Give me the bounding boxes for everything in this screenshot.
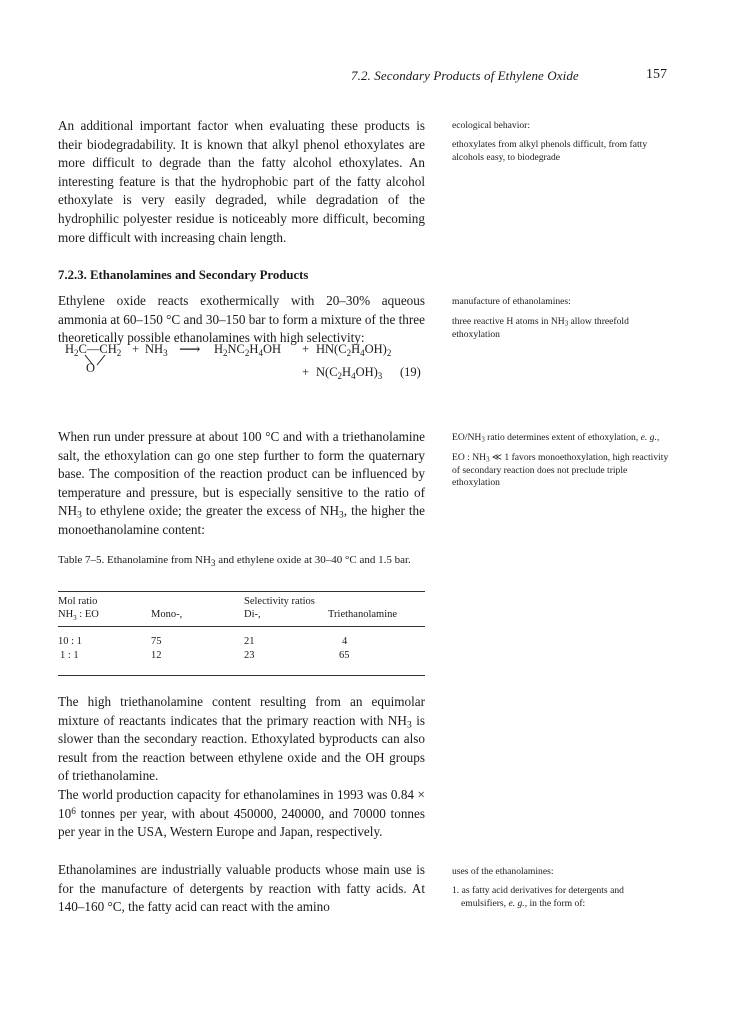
margin-note-list-item: 1. as fatty acid derivatives for detergents and emulsifiers, e. g., in the form of: [452, 885, 624, 909]
table-cell-mono: 12 [151, 650, 162, 661]
margin-note-title: uses of the ethanolamines: [452, 866, 554, 877]
margin-note-text: ethoxylates from alkyl phenols difficult, from fatty alcohols easy, to biodegrade [452, 139, 648, 163]
column-header-mol-ratio: Mol ratio [58, 596, 98, 607]
paragraph-ethanolamine-reaction: Ethylene oxide reacts exothermically with 20–30% aqueous ammonia at 60–150 °C and 30–150 bar to form a mixture of the three theoretically possible ethanolamines with high selectivity: [58, 293, 425, 346]
paragraph-pressure-conditions: When run under pressure at about 100 °C and with a triethanolamine salt, the ethoxylation can go one step further to form the quaternary base. The composition of the reaction product can be influenced by temperature and pressure, but is especially sensitive to the ratio of $NH_3$ to ethylene oxide; the greater the excess of $NH_3$, the higher the monoethanolamine content: [58, 429, 425, 537]
table-cell-ratio: 10 : 1 [58, 636, 82, 647]
column-header-di: Di-, [244, 609, 261, 620]
ethanolamine-table [58, 594, 425, 684]
table-cell-tri: 65 [339, 650, 350, 661]
margin-note-title: manufacture of ethanolamines: [452, 296, 571, 307]
reaction-arrow: ⟶ [179, 342, 201, 358]
margin-note-eo-ratio [452, 432, 670, 490]
triethanolamine-formula: $N(C_2H_4OH)_3$ [316, 365, 383, 381]
plus-sign: + [302, 365, 310, 379]
page-number: 157 [646, 67, 667, 82]
table-cell-di: 23 [244, 650, 255, 661]
monoethanolamine-formula: $H_2NC_2H_4OH$ [214, 342, 281, 358]
epoxide-oxygen: O [86, 361, 96, 375]
column-header-nh3-eo: $NH_3$ : EO [58, 609, 99, 623]
margin-note-title: ecological behavior: [452, 120, 531, 131]
table-top-rule [58, 591, 425, 592]
paragraph-uses: Ethanolamines are industrially valuable products whose main use is for the manufacture of detergents by reaction with fatty acids. At 140–160 °C, the fatty acid can react with the amino [58, 862, 425, 915]
table-bottom-rule [58, 675, 425, 676]
ethylene-oxide-formula: $H_2C—CH_2$ [65, 342, 122, 358]
margin-note-manufacture [452, 296, 670, 341]
plus-sign: + [132, 342, 140, 356]
section-heading: 7.2.3. Ethanolamines and Secondary Products [58, 268, 309, 282]
table-cell-di: 21 [244, 636, 255, 647]
table-cell-mono: 75 [151, 636, 162, 647]
column-header-tri: Triethanolamine [328, 609, 398, 620]
table-cell-ratio: 1 : 1 [60, 650, 79, 661]
diethanolamine-formula: $HN(C_2H_4OH)_2$ [316, 342, 392, 358]
ammonia-formula: $NH_3$ [145, 342, 168, 358]
paragraph-triethanolamine-content: The high triethanolamine content resulting from an equimolar mixture of reactants indicates that the primary reaction with $NH_3$ is slower than the secondary reaction. Ethoxylated byproducts can also result from the reaction between ethylene oxide and the OH groups of triethanolamine. [58, 694, 425, 784]
running-header: 7.2. Secondary Products of Ethylene Oxide [351, 68, 579, 83]
margin-note-text: three reactive H atoms in $NH_3$ allow threefold ethoxylation [452, 316, 629, 340]
margin-note-uses [452, 866, 670, 910]
equation-19 [65, 342, 435, 402]
table-cell-tri: 4 [342, 636, 348, 647]
margin-note-text: $EO/NH_3$ ratio determines extent of ethoxylation, e. g., [452, 432, 660, 444]
margin-note-ecological [452, 120, 670, 164]
column-header-mono: Mono-, [151, 609, 183, 620]
paragraph-biodegradability: An additional important factor when evaluating these products is their biodegradability. It is known that alkyl phenol ethoxylates are more difficult to degrade than the fatty alcohol ethoxylates. An interesting feature is that the hydrophobic part of the fatty alcohol ethoxylate is very easily degraded, while degradation of the hydrophilic polyester residue is noticeably more difficult, becoming more difficult with increasing chain length. [58, 118, 425, 245]
column-group-header: Selectivity ratios [244, 596, 315, 607]
table-header-rule [58, 626, 425, 627]
plus-sign: + [302, 342, 310, 356]
table-caption: Table 7–5. Ethanolamine from $NH_3$ and ethylene oxide at 30–40 °C and 1.5 bar. [58, 554, 411, 569]
paragraph-world-capacity: The world production capacity for ethanolamines in 1993 was $0.84 \times 10^6$ tonnes per year, with about 450000, 240000, and 70000 tonnes per year in the USA, Western Europe and Japan, respectively. [58, 787, 425, 840]
margin-note-text: EO : $NH_3$ ≪ 1 favors monoethoxylation, high reactivity of secondary reaction does not preclude triple ethoxylation [452, 452, 669, 489]
equation-number: (19) [400, 365, 421, 379]
